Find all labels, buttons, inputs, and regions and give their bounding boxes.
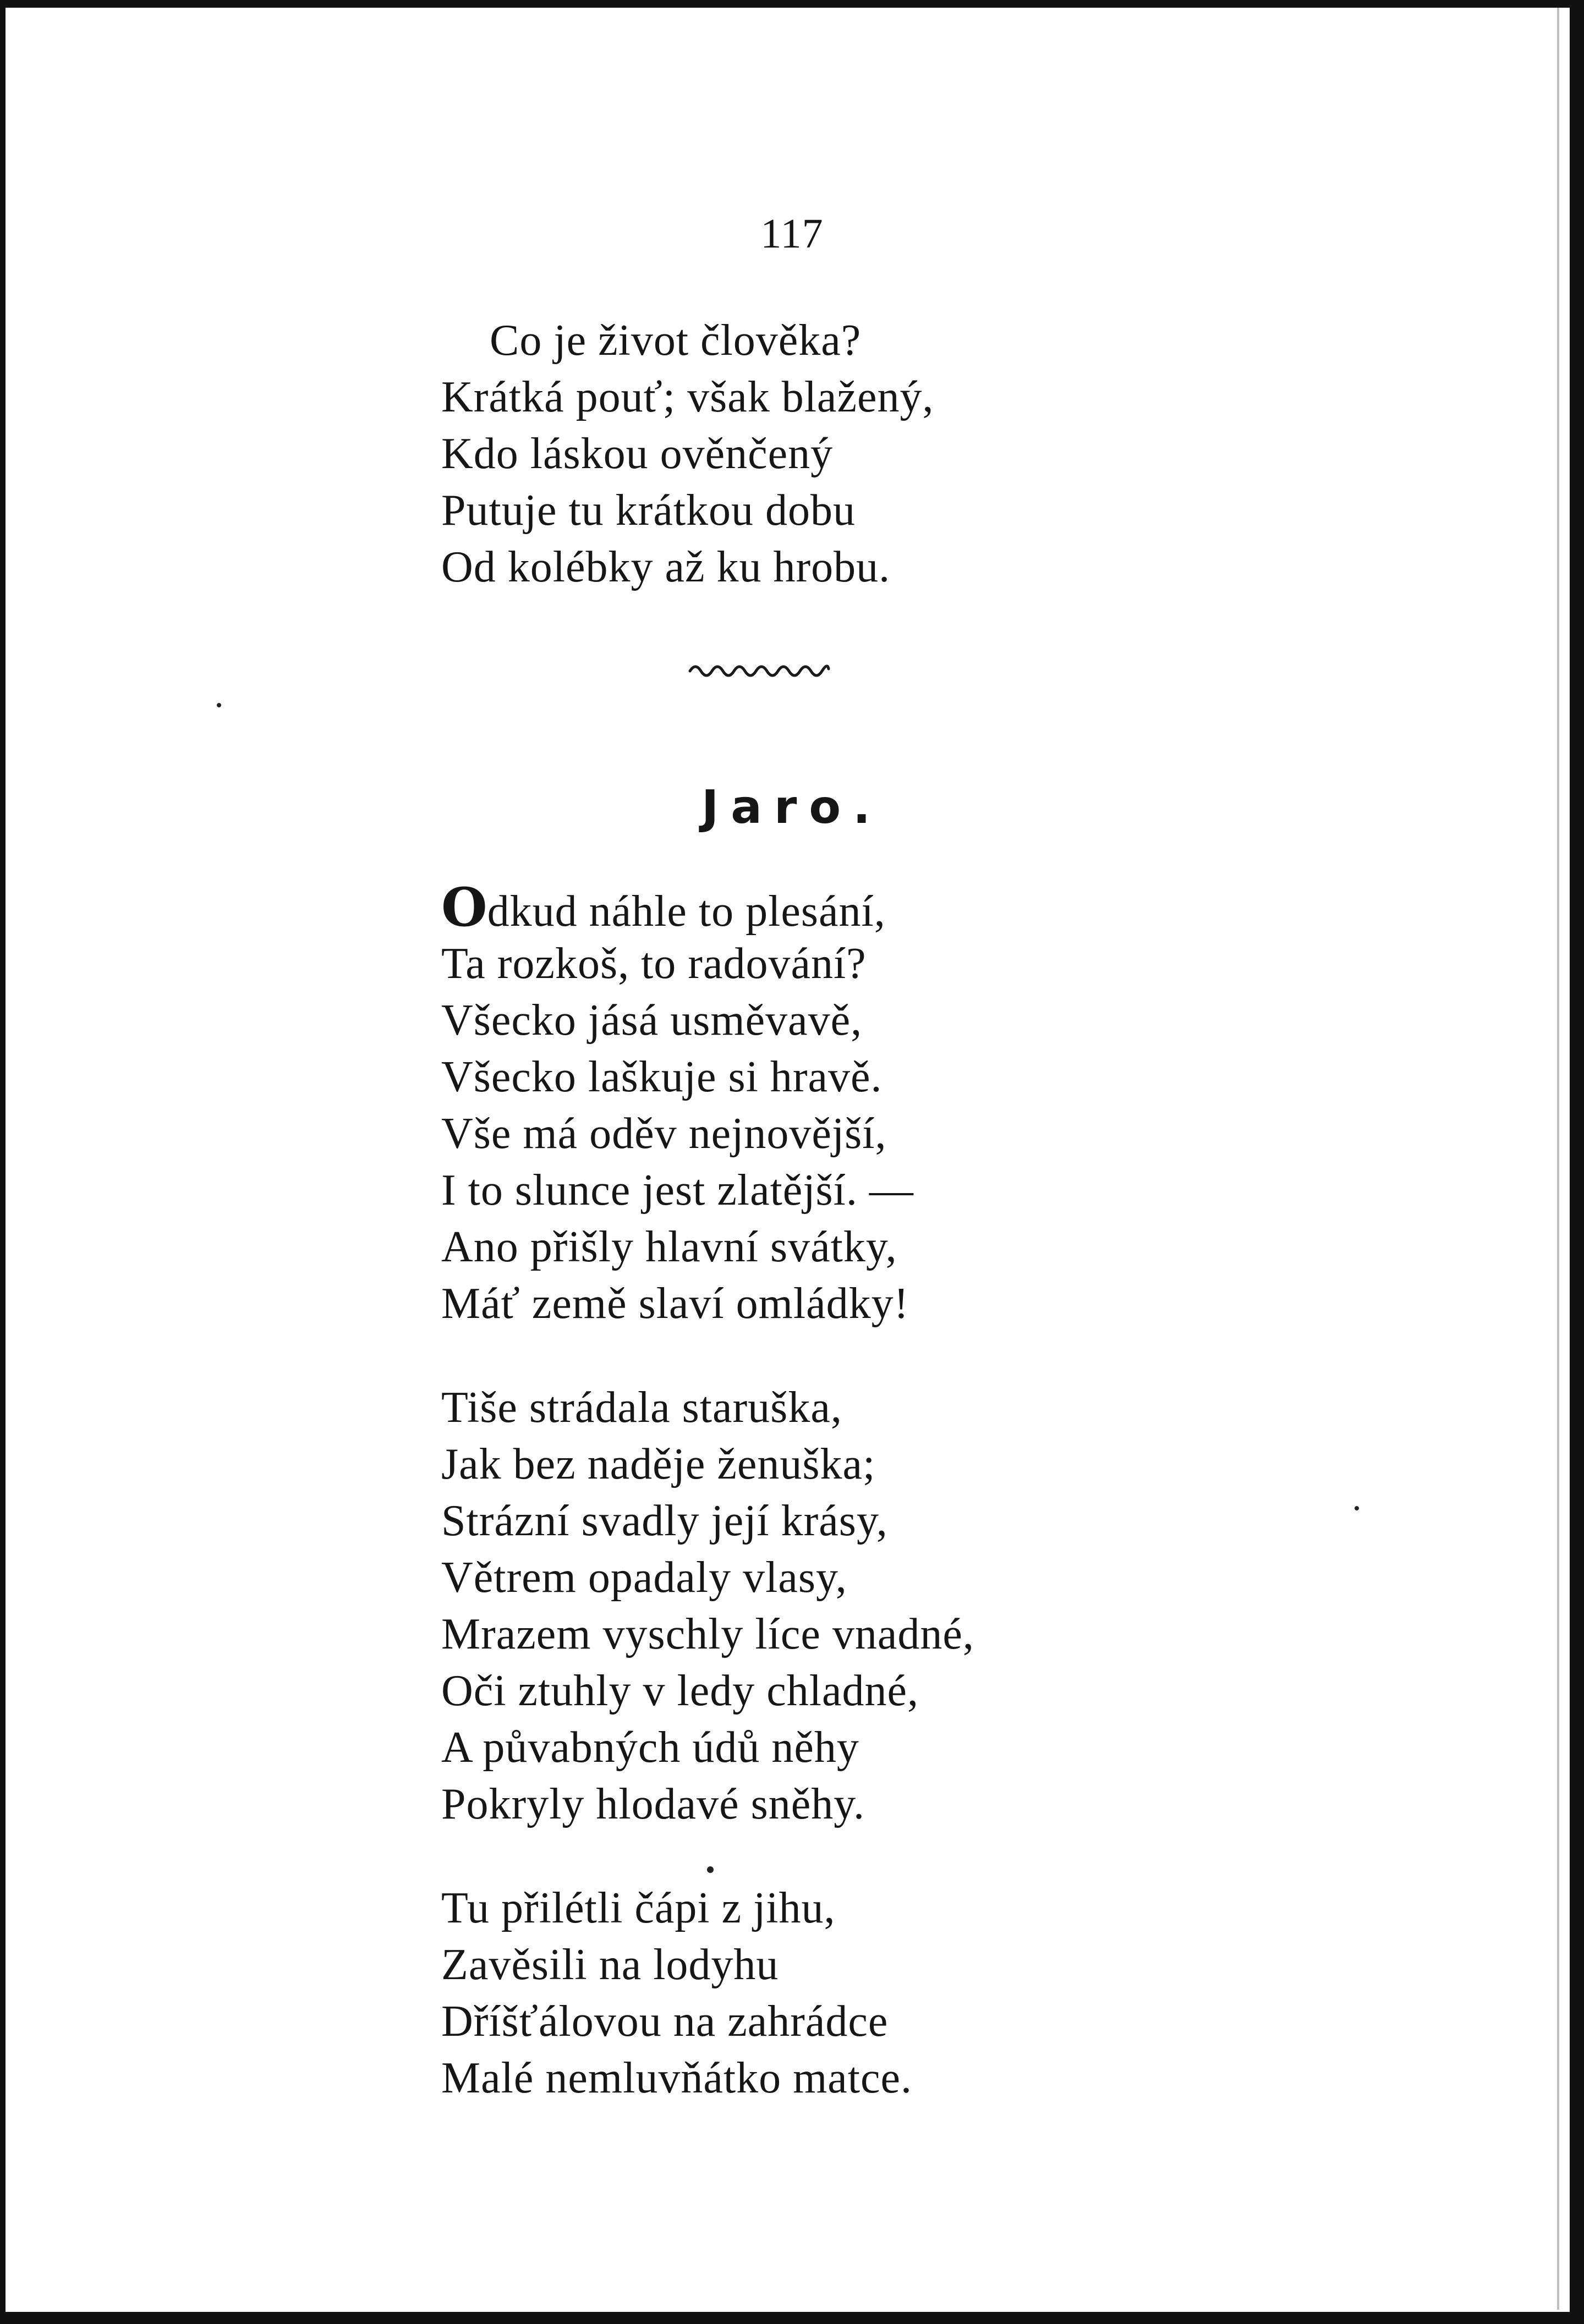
- verse-line: Jak bez naděje ženuška;: [441, 1440, 876, 1488]
- verse-line: Strázní svadly její krásy,: [441, 1497, 888, 1545]
- verse-line: Putuje tu krátkou dobu: [441, 486, 856, 535]
- verse-line-with-dropcap: [441, 876, 1157, 938]
- scan-speck: [217, 703, 221, 707]
- scan-speck: [707, 1866, 714, 1873]
- poem-stanza-2: [441, 1380, 1157, 1833]
- poem-stanza-3: [441, 1880, 1157, 2107]
- poem-stanza-1: [441, 876, 1157, 1332]
- verse-line: Malé nemluvňátko matce.: [441, 2054, 913, 2102]
- verse-line: Pokryly hlodavé sněhy.: [441, 1780, 865, 1828]
- verse-line: Máť země slaví omládky!: [441, 1279, 909, 1328]
- verse-line: Mrazem vyschly líce vnadné,: [441, 1610, 974, 1658]
- verse-line: Tu přilétli čápi z jihu,: [441, 1884, 836, 1932]
- drop-cap: O: [441, 876, 487, 938]
- verse-line: Dříšťálovou na zahrádce: [441, 1997, 889, 2046]
- verse-line: Co je život člověka?: [490, 316, 862, 365]
- verse-line: I to slunce jest zlatější. —: [441, 1166, 914, 1215]
- verse-line: Vše má oděv nejnovější,: [441, 1109, 887, 1158]
- verse-line: Větrem opadaly vlasy,: [441, 1553, 847, 1602]
- previous-poem-ending: [441, 312, 1157, 596]
- verse-line: Kdo láskou ověnčený: [441, 430, 834, 478]
- verse-line: Všecko laškuje si hravě.: [441, 1053, 883, 1101]
- scan-speck: [1355, 1506, 1359, 1510]
- verse-line: Zavěsili na lodyhu: [441, 1941, 779, 1989]
- verse-line: Oči ztuhly v ledy chladné,: [441, 1667, 919, 1715]
- page-edge-shadow: [1557, 8, 1559, 2310]
- verse-line-rest: dkud náhle to plesání,: [487, 887, 886, 936]
- page-number: 117: [760, 211, 824, 257]
- verse-line: A půvabných údů něhy: [441, 1723, 859, 1772]
- poem-title: Jaro.: [701, 780, 883, 834]
- wavy-rule-ornament: [688, 659, 831, 681]
- verse-line: Od kolébky až ku hrobu.: [441, 543, 891, 591]
- verse-line: Krátká pouť; však blažený,: [441, 373, 934, 421]
- verse-line: Tiše strádala staruška,: [441, 1383, 842, 1432]
- verse-line: Ano přišly hlavní svátky,: [441, 1223, 897, 1271]
- verse-line: Ta rozkoš, to radování?: [441, 940, 867, 988]
- verse-line: Všecko jásá usměvavě,: [441, 996, 863, 1045]
